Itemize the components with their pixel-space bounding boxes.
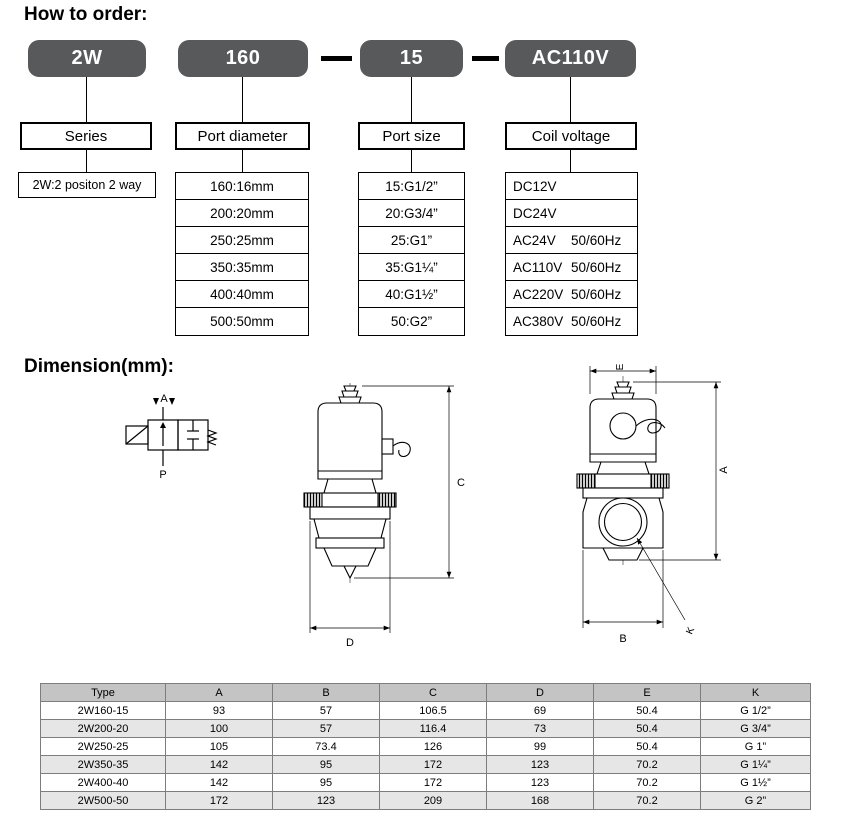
port-diameter-option: 350:35mm (176, 254, 308, 281)
cell-d: 99 (487, 738, 594, 756)
voltage-label: AC24V (513, 232, 556, 248)
dimensions-table (40, 683, 811, 810)
table-header-row (41, 684, 811, 702)
order-code-port-size-badge: 15 (360, 40, 463, 77)
port-diameter-option: 500:50mm (210, 314, 274, 329)
port-size-option: 50:G2” (390, 314, 433, 329)
port-diameter-option: 200:20mm (176, 200, 308, 227)
frequency-label: 50/60Hz (571, 259, 622, 275)
cell-d: 69 (487, 702, 594, 720)
connector-line (86, 77, 87, 122)
cell-b: 95 (273, 774, 380, 792)
cell-a: 100 (166, 720, 273, 738)
port-size-option: 25:G1” (359, 227, 464, 254)
cell-b: 57 (273, 702, 380, 720)
front-view-drawing (258, 383, 473, 661)
cell-a: 142 (166, 774, 273, 792)
order-code-series-badge: 2W (28, 40, 146, 77)
port-diameter-option: 160:16mm (176, 173, 308, 200)
coil-voltage-option (506, 281, 637, 308)
cell-a: 105 (166, 738, 273, 756)
cell-k: G 1/2” (701, 702, 811, 720)
side-dim-b-label: B (619, 633, 627, 645)
coil-voltage-option (506, 200, 637, 227)
col-header-a: A (166, 684, 273, 702)
connector-line (242, 77, 243, 122)
cell-e: 50.4 (594, 702, 701, 720)
table-row (41, 774, 811, 792)
cell-type: 2W500-50 (41, 792, 166, 810)
table-row (41, 792, 811, 810)
order-code-dash (321, 56, 352, 61)
connector-line (570, 77, 571, 122)
cell-c: 116.4 (380, 720, 487, 738)
cell-c: 126 (380, 738, 487, 756)
side-dim-e-label: E (615, 363, 626, 371)
cell-e: 70.2 (594, 774, 701, 792)
voltage-label: AC110V (513, 259, 563, 275)
port-size-option: 15:G1/2” (359, 173, 464, 200)
port-diameter-header-box: Port diameter (175, 122, 310, 150)
cell-type: 2W200-20 (41, 720, 166, 738)
cell-b: 95 (273, 756, 380, 774)
order-code-voltage-badge: AC110V (505, 40, 636, 77)
table-row (41, 738, 811, 756)
port-size-header-box: Port size (358, 122, 465, 150)
cell-d: 123 (487, 756, 594, 774)
dimension-title: Dimension(mm): (24, 356, 174, 377)
cell-b: 57 (273, 720, 380, 738)
coil-voltage-option (506, 254, 637, 281)
cell-k: G 1” (701, 738, 811, 756)
coil-voltage-option (506, 227, 637, 254)
cell-c: 209 (380, 792, 487, 810)
port-diameter-option: 250:25mm (176, 227, 308, 254)
side-dim-a-label: A (718, 466, 730, 474)
cell-d: 123 (487, 774, 594, 792)
port-size-options (358, 172, 465, 336)
cell-e: 70.2 (594, 756, 701, 774)
connector-line (242, 150, 243, 172)
port-diameter-options (175, 172, 309, 336)
symbol-port-p-label: P (159, 469, 167, 481)
voltage-label: AC380V (513, 314, 564, 329)
arrow-mark-icon (169, 398, 175, 405)
side-thread-k-label: K (684, 625, 698, 637)
col-header-d: D (487, 684, 594, 702)
order-code-dash (472, 56, 499, 61)
col-header-type: Type (41, 684, 166, 702)
col-header-k: K (701, 684, 811, 702)
coil-voltage-option (506, 173, 637, 200)
cell-k: G 1½” (701, 774, 811, 792)
frequency-label: 50/60Hz (571, 232, 622, 248)
cell-k: G 1¼” (701, 756, 811, 774)
cell-b: 73.4 (273, 738, 380, 756)
cell-b: 123 (273, 792, 380, 810)
series-description: 2W:2 positon 2 way (18, 172, 156, 198)
connector-line (411, 150, 412, 172)
series-header-box: Series (20, 122, 152, 150)
how-to-order-title: How to order: (24, 4, 148, 25)
cell-type: 2W350-35 (41, 756, 166, 774)
front-dim-d-label: D (346, 637, 354, 649)
symbol-port-a-label: A (160, 393, 168, 405)
port-size-option: 20:G3/4” (359, 200, 464, 227)
col-header-c: C (380, 684, 487, 702)
cell-a: 172 (166, 792, 273, 810)
frequency-label: 50/60Hz (571, 286, 622, 302)
connector-line (411, 77, 412, 122)
front-dim-c-label: C (457, 477, 465, 489)
order-code-port-diameter-badge: 160 (178, 40, 308, 77)
frequency-label: 50/60Hz (571, 314, 622, 329)
cell-type: 2W160-15 (41, 702, 166, 720)
pneumatic-symbol-drawing (100, 390, 240, 485)
voltage-label: AC220V (513, 286, 564, 302)
voltage-label: DC12V (513, 178, 557, 194)
cell-d: 168 (487, 792, 594, 810)
cell-c: 106.5 (380, 702, 487, 720)
table-row (41, 756, 811, 774)
cell-e: 50.4 (594, 738, 701, 756)
cell-a: 142 (166, 756, 273, 774)
port-size-option: 40:G1½” (359, 281, 464, 308)
cell-type: 2W400-40 (41, 774, 166, 792)
cell-c: 172 (380, 756, 487, 774)
cell-e: 70.2 (594, 792, 701, 810)
port-size-option: 35:G1¼” (359, 254, 464, 281)
cell-d: 73 (487, 720, 594, 738)
cell-c: 172 (380, 774, 487, 792)
cell-a: 93 (166, 702, 273, 720)
side-view-drawing (533, 360, 738, 672)
coil-voltage-option (506, 308, 637, 335)
coil-voltage-header-box: Coil voltage (505, 122, 637, 150)
connector-line (570, 150, 571, 172)
connector-line (86, 150, 87, 172)
cell-k: G 3/4” (701, 720, 811, 738)
col-header-e: E (594, 684, 701, 702)
table-row (41, 702, 811, 720)
coil-voltage-options (505, 172, 638, 336)
cell-k: G 2” (701, 792, 811, 810)
table-row (41, 720, 811, 738)
arrow-mark-icon (153, 398, 159, 405)
col-header-b: B (273, 684, 380, 702)
port-diameter-option: 400:40mm (176, 281, 308, 308)
voltage-label: DC24V (513, 205, 557, 221)
cell-e: 50.4 (594, 720, 701, 738)
cell-type: 2W250-25 (41, 738, 166, 756)
